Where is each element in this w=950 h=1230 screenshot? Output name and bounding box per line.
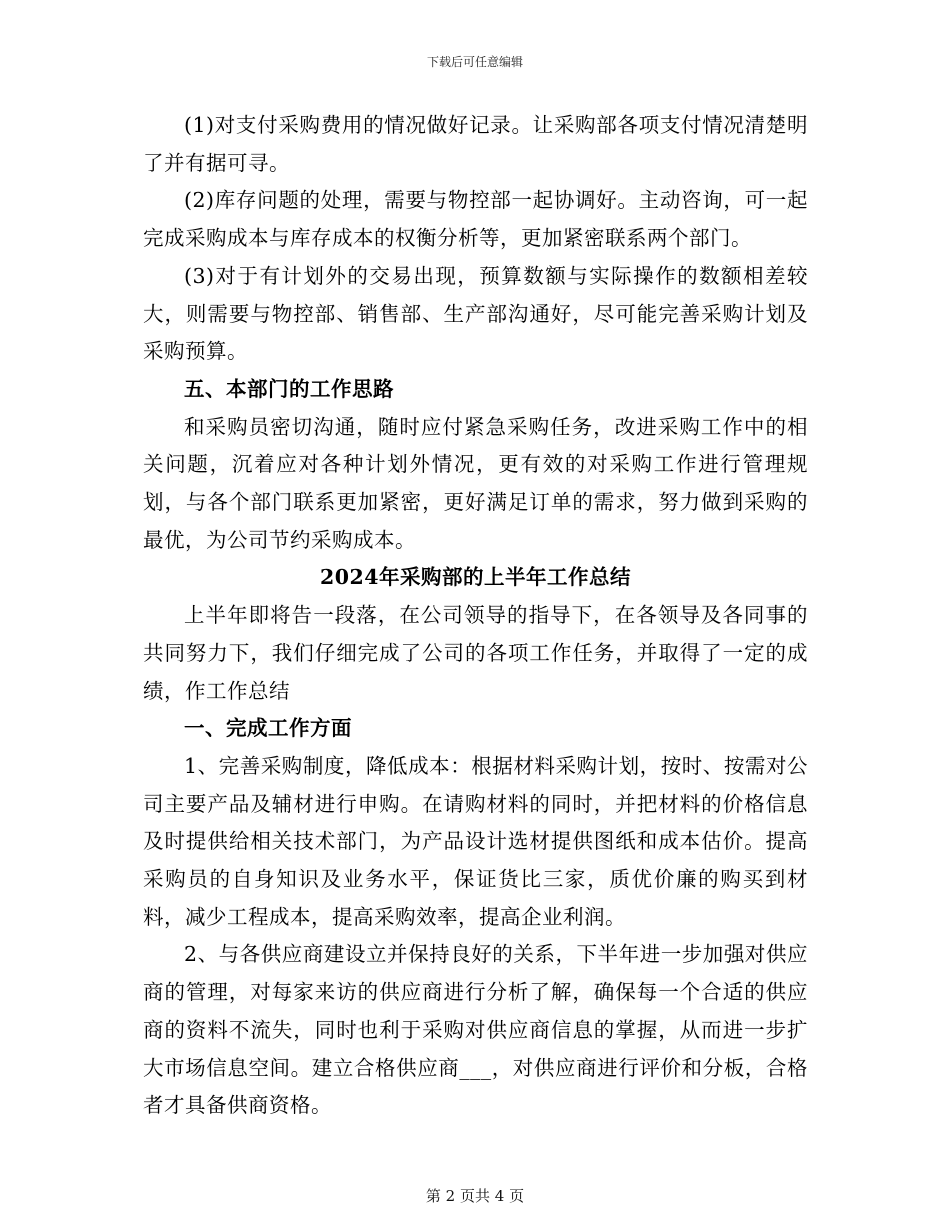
paragraph-work-approach: 和采购员密切沟通，随时应付紧急采购任务，改进采购工作中的相关问题，沉着应对各种计划外情况，更有效的对采购工作进行管理规划，与各个部门联系更加紧密，更好满足订单的需求，努力做到采购的最优，为公司节约采购成本。 xyxy=(143,414,808,552)
paragraph-supplier-relations: 2、与各供应商建设立并保持良好的关系，下半年进一步加强对供应商的管理，对每家来访的供应商进行分析了解，确保每一个合适的供应商的资料不流失，同时也利于采购对供应商信息的掌握，从而进一步扩大市场信息空间。建立合格供应商___，对供应商进行评价和分板，合格者才具备供商资格。 xyxy=(143,942,808,1118)
paragraph-procurement-system: 1、完善采购制度，降低成本：根据材料采购计划，按时、按需对公司主要产品及辅材进行申购。在请购材料的同时，并把材料的价格信息及时提供给相关技术部门，为产品设计选材提供图纸和成本估价。提高采购员的自身知识及业务水平，保证货比三家，质优价廉的购买到材料，减少工程成本，提高采购效率，提高企业利润。 xyxy=(143,753,808,929)
page-header: 下载后可任意编辑 xyxy=(426,55,523,69)
section-heading-work-approach: 五、本部门的工作思路 xyxy=(184,376,394,401)
document-title: 2024年采购部的上半年工作总结 xyxy=(319,565,632,590)
page-footer: 第 2 页共 4 页 xyxy=(425,1187,525,1205)
paragraph-payment-record: (1)对支付采购费用的情况做好记录。让采购部各项支付情况清楚明了并有据可寻。 xyxy=(143,113,808,175)
paragraph-unplanned-transactions: (3)对于有计划外的交易出现，预算数额与实际操作的数额相差较大，则需要与物控部、销售部、生产部沟通好，尽可能完善采购计划及采购预算。 xyxy=(143,263,808,364)
section-heading-completed-work: 一、完成工作方面 xyxy=(184,716,352,741)
paragraph-inventory-handling: (2)库存问题的处理，需要与物控部一起协调好。主动咨询，可一起完成采购成本与库存成本的权衡分析等，更加紧密联系两个部门。 xyxy=(143,188,808,251)
paragraph-intro: 上半年即将告一段落，在公司领导的指导下，在各领导及各同事的共同努力下，我们仔细完成了公司的各项工作任务，并取得了一定的成绩，作工作总结 xyxy=(143,603,808,703)
document-body xyxy=(143,107,808,1125)
